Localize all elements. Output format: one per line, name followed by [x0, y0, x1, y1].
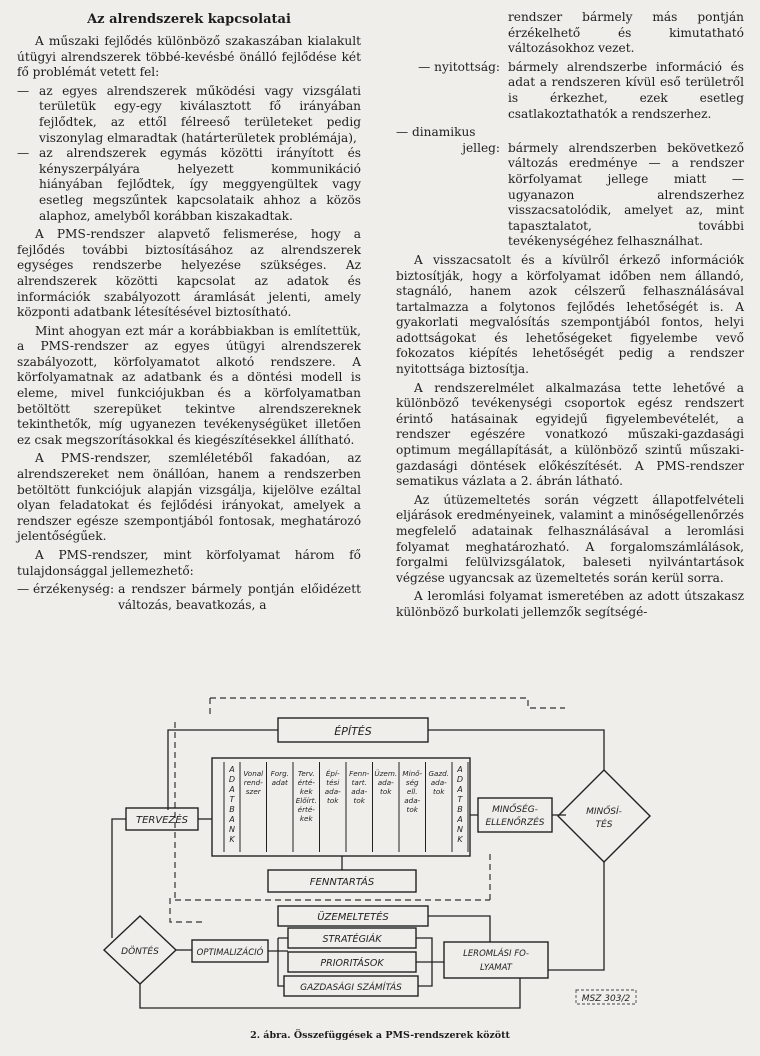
definition-term: jelleg:	[462, 140, 500, 155]
stamp-label: MSZ 303/2	[581, 994, 631, 1004]
data-column-label: Gazd. ada-tok	[428, 769, 450, 796]
paragraph: A PMS-rendszer, szemléletéből fakadóan, az alrendszereket nem önállóan, hanem a rendszerben betöltött funkciójuk alapján vizsgálja, kijelölve ezáltal olyan feladatokat és fejlődési irányokat, amelyek a rendszer egésze szempontjából fontosak, meghatározó jelentőségűek.	[17, 451, 361, 544]
paragraph: A visszacsatolt és a kívülről érkező információk biztosítják, hogy a körfolyamat időben nem állandó, stagnáló, hanem azok célszerű felhasználásával tartalmazza a folytonos fejlődés lehetőségét is. A gyakorlati megvalósítás szempontjából fontos, helyi adottságokat és lehetőségeket figyelembe vevő fokozatos kiépítés lehetőségét pedig a rendszer nyitottsága biztosítja.	[396, 252, 744, 377]
data-columns	[224, 762, 468, 852]
definition-text: bármely alrendszerben bekövetkező változás eredménye — a rendszer körfolyamat jellege miatt — ugyanazon alrendszerhez visszacsatolódik, amelyet az, mint tapasztalatot, további tevékenységéhez felhasználhat.	[508, 140, 744, 249]
data-column-label: Épí-tési ada-tok	[324, 769, 341, 805]
minoseg-ellenorzes-label-1: MINŐSÉG-	[492, 805, 538, 815]
epites-label: ÉPÍTÉS	[334, 725, 372, 738]
leromlasi-label-1: LEROMLÁSI FO-	[463, 949, 529, 959]
definition-text: a rendszer bármely pontján előidézett változás, beavatkozás, a	[118, 582, 361, 612]
paragraph: A műszaki fejlődés különböző szakaszában kialakult útügyi alrendszerek többé-kevésbé önálló fejlődése két fő problémát vetett fel:	[17, 34, 361, 80]
adatbank-left-label: A D A T B A N K	[228, 765, 236, 844]
paragraph: A leromlási folyamat ismeretében az adott útszakasz különböző burkolati jellemzők segítségé-	[396, 589, 744, 619]
minosites-label-1: MINŐSÍ-	[586, 807, 622, 817]
definition-term: — érzékenység:	[17, 582, 115, 597]
paragraph: A PMS-rendszer, mint körfolyamat három fő tulajdonsággal jellemezhető:	[17, 548, 361, 578]
data-column-label: Forg. adat	[270, 769, 289, 787]
definition-dynamic	[396, 125, 744, 250]
minoseg-ellenorzes-label-2: ELLENŐRZÉS	[485, 818, 545, 828]
paragraph: Az útüzemeltetés során végzett állapotfelvételi eljárások eredményeinek, valamint a minőségellenőrzés megfelelő adatainak felhasználásával a leromlási folyamat meghatározható. A forgalomszámlálások, forgalmi felülvizsgálatok, baleseti nyilvántartások végzése ugyancsak az üzemeltetés során kerül sorra.	[396, 492, 744, 585]
gazdasagi-szamitas-label: GAZDASÁGI SZÁMÍTÁS	[300, 983, 402, 993]
definition-text: bármely alrendszerbe információ és adat a rendszeren kívül eső területről is érkezhet, ezek esetleg csatlakoztathatók a rendszerhez.	[508, 59, 744, 121]
definition-term: — dinamikus	[396, 125, 476, 140]
adatbank-right-label: A D A T B A N K	[456, 765, 464, 844]
data-column-label: Vonal rend-szer	[243, 769, 264, 796]
pms-diagram	[0, 690, 760, 1030]
leromlasi-label-2: LYAMAT	[480, 963, 512, 973]
data-column-label: Minő-ség ell. ada-tok	[402, 769, 423, 814]
section-title: Az alrendszerek kapcsolatai	[87, 12, 291, 27]
paragraph: A PMS-rendszer alapvető felismerése, hogy a fejlődés további biztosításához az alrendszerek egységes rendszerbe helyezése szükséges. Az alrendszerek közötti kapcsolat az adatok és információk szabályozott áramlását jelenti, amely központi adatbank létesítésével biztosítható.	[17, 227, 361, 320]
data-column-label: Terv. érté-kek Előírt. érté-kek	[295, 769, 317, 823]
list-item: — az egyes alrendszerek működési vagy vizsgálati területük egy-egy kiválasztott fő irányában fejlődtek, az ettől félreeső területeket pedig viszonylag elmaradtak (határterületek problémája),	[17, 84, 361, 146]
dontes-label: DÖNTÉS	[121, 947, 159, 957]
optimalizacio-label: OPTIMALIZÁCIÓ	[196, 948, 264, 958]
minosites-label-2: TÉS	[595, 820, 613, 830]
figure-caption: 2. ábra. Összefüggések a PMS-rendszerek között	[250, 1030, 510, 1041]
strategiak-label: STRATÉGIÁK	[322, 934, 382, 945]
right-column	[396, 10, 744, 624]
paragraph: A rendszerelmélet alkalmazása tette lehetővé a különböző tevékenységi csoportok egész rendszert érintő hatásainak egyidejű figyelembevételét, a rendszer egészére vonatkozó műszaki-gazdasági optimum megállapítását, a különböző szintű műszaki-gazdasági döntések előkészítését. A PMS-rendszer sematikus vázlata a 2. ábrán látható.	[396, 380, 744, 489]
paragraph: Mint ahogyan ezt már a korábbiakban is említettük, a PMS-rendszer az egyes útügyi alrendszerek szabályozott, körfolyamatot alkotó rendszere. A körfolyamatnak az adatbank és a döntési modell is eleme, mivel funkciójukban és a körfolyamatban betöltött szerepüket tekintve alrendszereknek tekinthetők, míg ugyanezen tevékenységüket illetően ez csak megszorításokkal és kiegészítésekkel állítható.	[17, 323, 361, 447]
prioritasok-label: PRIORITÁSOK	[320, 958, 384, 969]
left-column	[17, 10, 361, 616]
data-column-label: Üzem. ada-tok	[374, 769, 398, 796]
list-item: — az alrendszerek egymás közötti irányított és kényszerpályára helyezett kommunikáció hiányában fejlődtek, így meggyengültek vagy esetleg megszűntek kapcsolataik ahhoz a közös alaphoz, amelyből korábban kiszakadtak.	[17, 146, 361, 224]
tervezes-label: TERVEZÉS	[135, 815, 189, 826]
definition-openness	[396, 60, 744, 122]
definition-term: — nyitottság:	[418, 59, 500, 74]
fenntartas-label: FENNTARTÁS	[309, 877, 375, 888]
definition-text: rendszer bármely más pontján érzékelhető és kimutatható változásokhoz vezet.	[508, 10, 744, 56]
definition-sensitivity	[17, 582, 361, 613]
definition-continuation	[396, 10, 744, 57]
bullet-list	[17, 84, 361, 224]
data-column-label: Fenn-tart. ada-tok	[349, 769, 370, 805]
uzemeltetes-label: ÜZEMELTETÉS	[317, 912, 389, 923]
